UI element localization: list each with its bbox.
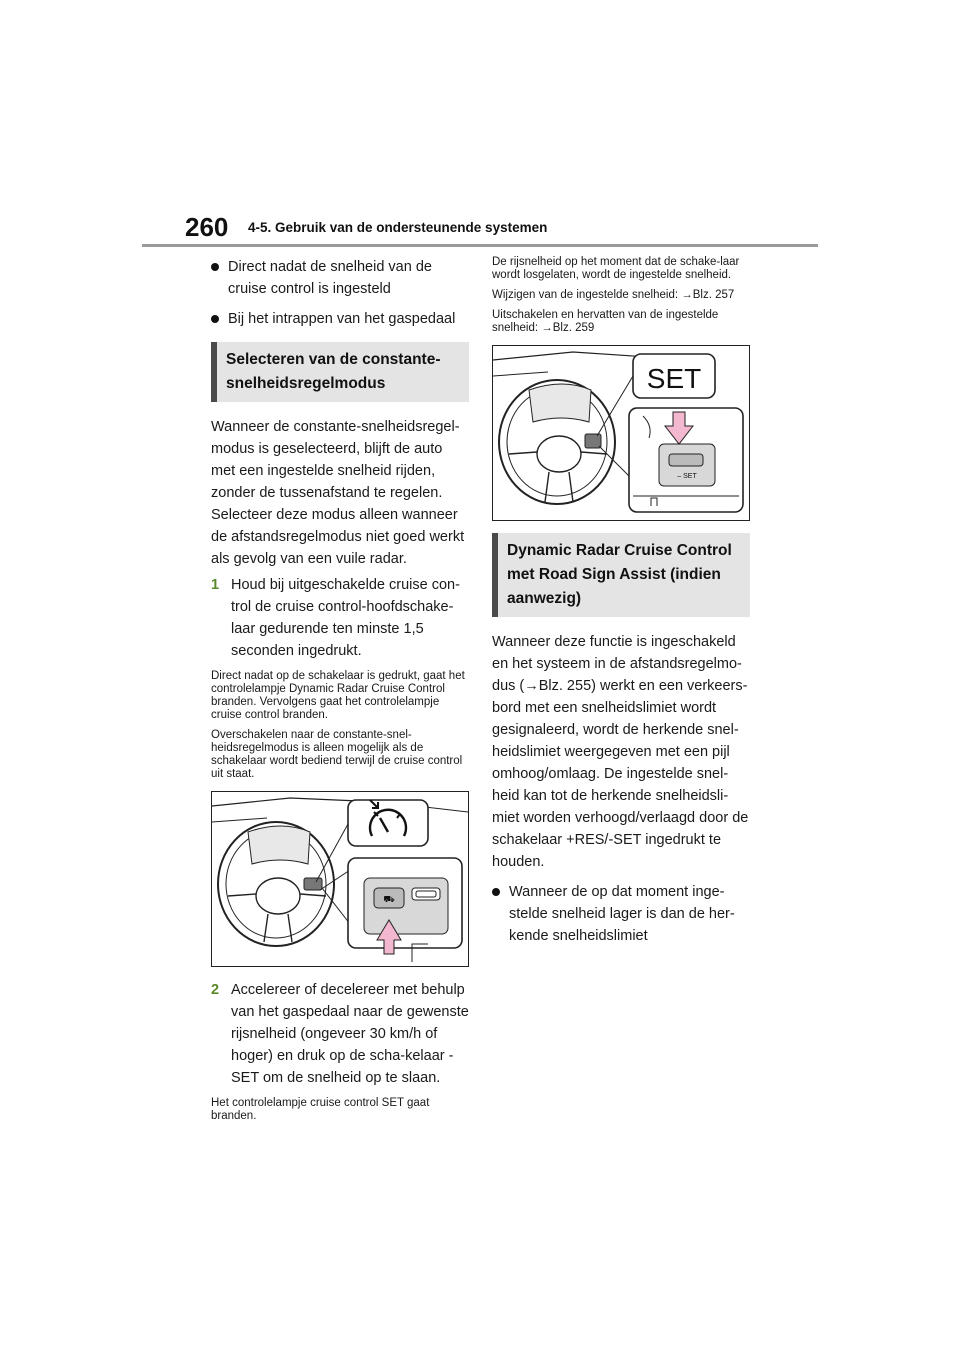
- bullet-item: [211, 256, 469, 300]
- figure-steering-wheel-set-switch: [492, 345, 750, 521]
- step-number: 1: [211, 577, 220, 593]
- section-heading-road-sign-assist: Dynamic Radar Cruise Control met Road Sign Assist (indien aanwezig): [492, 533, 750, 617]
- road-sign-assist-paragraph: Wanneer deze functie is ingeschakeld en het systeem in de afstandsregelmo-dus (→Blz. 255) werkt en een verkeers-bord met een snelheidslimiet wordt gesignaleerd, wordt de herkende snel-heidslimiet weergegeven met een pijl omhoog/omlaag. De ingestelde snel-heid kan tot de herkende snelheidsli-miet worden verhoogd/verlaagd door de schakelaar +RES/-SET ingedrukt te houden.: [492, 634, 749, 870]
- set-label-big: SET: [646, 363, 702, 394]
- step-text: Houd bij uitgeschakelde cruise con-trol de cruise control-hoofdschake-laar gedurende ten minste 1,5 seconden ingedrukt.: [231, 577, 460, 659]
- right-column: [492, 256, 750, 955]
- left-column: [211, 256, 469, 1130]
- intro-paragraph: Wanneer de constante-snelheidsregel-modus is geselecteerd, blijft de auto met een ingestelde snelheid rijden, zonder de tussenafstand te regelen. Selecteer deze modus alleen wanneer de afstandsregelmodus niet goed werkt als gevolg van een vuile radar.: [211, 419, 465, 567]
- bullet-item: [211, 308, 469, 330]
- section-heading-constant-speed: Selecteren van de constante-snelheidsregelmodus: [211, 342, 469, 402]
- step-2: [211, 979, 469, 1089]
- cruise-control-gauge-icon-bubble: [348, 800, 428, 846]
- note-set-indicator: Het controlelampje cruise control SET gaat branden.: [211, 1097, 430, 1122]
- note-switch-mode: Overschakelen naar de constante-snel-heidsregelmodus is alleen mogelijk als de schakelaar wordt bediend terwijl de cruise control uit staat.: [211, 729, 463, 780]
- steering-wheel-illustration: [212, 792, 468, 966]
- figure-steering-wheel-main-switch: [211, 791, 469, 967]
- steering-wheel-set-illustration: [493, 346, 749, 520]
- bullet-text: Direct nadat de snelheid van de cruise control is ingesteld: [228, 259, 432, 297]
- note-set-speed: De rijsnelheid op het moment dat de schake-laar wordt losgelaten, wordt de ingestelde snelheid.: [492, 256, 740, 281]
- set-label-small: – SET: [677, 473, 697, 480]
- note-indicator: Direct nadat op de schakelaar is gedrukt, gaat het controlelampje Dynamic Radar Cruise Control branden. Vervolgens gaat het controlelampje cruise control branden.: [211, 670, 465, 721]
- bullet-dot-icon: [492, 888, 500, 896]
- header-rule: [142, 244, 818, 247]
- note-change-speed: Wijzigen van de ingestelde snelheid: →Blz. 257: [492, 289, 735, 301]
- note-cancel-resume: Uitschakelen en hervatten van de ingestelde snelheid: →Blz. 259: [492, 309, 719, 334]
- step-1: [211, 574, 469, 662]
- bullet-dot-icon: [211, 263, 219, 271]
- bullet-text: Bij het intrappen van het gaspedaal: [228, 311, 456, 327]
- svg-text:⛟: ⛟: [383, 895, 395, 905]
- page-number: 260: [185, 212, 229, 242]
- step-text: Accelereer of decelereer met behulp van het gaspedaal naar de gewenste rijsnelheid (ongeveer 30 km/h of hoger) en druk op de scha-kelaar -SET om de snelheid op te slaan.: [231, 982, 469, 1086]
- bullet-text: Wanneer de op dat moment inge-stelde snelheid lager is dan de her-kende snelheidslimiet: [509, 884, 735, 944]
- bullet-item: [492, 881, 750, 947]
- step-number: 2: [211, 982, 220, 998]
- chapter-title: 4-5. Gebruik van de ondersteunende systemen: [248, 220, 548, 235]
- bullet-dot-icon: [211, 315, 219, 323]
